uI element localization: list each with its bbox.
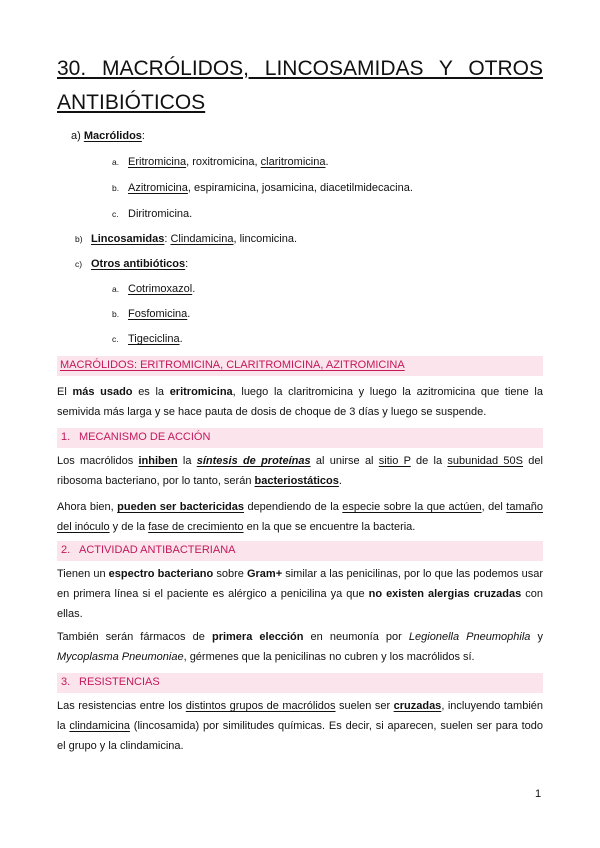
outline-marker: a) bbox=[71, 130, 81, 142]
section-heading-main bbox=[57, 356, 543, 376]
drug-name: Eritromicina bbox=[128, 156, 187, 168]
punct: . bbox=[179, 333, 183, 345]
drug-list: , lincomicina. bbox=[233, 233, 298, 245]
drug-list: , espiramicina, josamicina, diacetilmidecacina. bbox=[187, 182, 413, 194]
punct: . bbox=[187, 308, 191, 320]
resistance-paragraph: Las resistencias entre los distintos grupos de macrólidos suelen ser cruzadas, incluyendo también la clindamicina (lincosamida) por similitudes químicas. Es decir, si aparecen, suelen ser para todo el grupo y la clindamicina. bbox=[57, 700, 544, 752]
outline-subitem bbox=[112, 306, 190, 322]
activity-paragraph-1: Tienen un espectro bacteriano sobre Gram+ similar a las penicilinas, por lo que las podemos usar en primera línea si el paciente es alérgico a penicilina ya que no existen alergias cruzadas con ellas. bbox=[57, 568, 544, 620]
drug-name: Azitromicina bbox=[128, 182, 188, 194]
drug-name: Clindamicina bbox=[170, 233, 234, 245]
outline-label: Otros antibióticos bbox=[91, 258, 186, 270]
drug-list: , roxitromicina, bbox=[186, 156, 261, 168]
section-heading-3 bbox=[57, 673, 543, 693]
section-label: MECANISMO DE ACCIÓN bbox=[79, 431, 211, 443]
drug-name: Tigeciclina bbox=[128, 333, 180, 345]
outline-item-a bbox=[71, 128, 145, 144]
outline-item-c bbox=[75, 256, 188, 272]
outline-marker: c) bbox=[75, 259, 83, 269]
section-heading-2 bbox=[57, 541, 543, 561]
subitem-marker: b. bbox=[112, 309, 120, 319]
page-title-line1: 30. MACRÓLIDOS, LINCOSAMIDAS Y OTROS bbox=[57, 57, 543, 80]
page-title-line2: ANTIBIÓTICOS bbox=[57, 91, 206, 114]
outline-label: Macrólidos bbox=[83, 130, 142, 142]
section-label: ACTIVIDAD ANTIBACTERIANA bbox=[79, 544, 236, 556]
outline-item-b bbox=[75, 231, 297, 247]
section-number: 2. bbox=[61, 544, 71, 556]
intro-paragraph: El más usado es la eritromicina, luego la claritromicina y luego la azitromicina que tiene la semivida más larga y se hace pauta de dosis de choque de 3 días y luego se suspende. bbox=[57, 386, 543, 418]
outline-subitem bbox=[112, 281, 195, 297]
outline-subitem bbox=[112, 180, 413, 196]
section-heading-1 bbox=[57, 428, 543, 448]
page-number: 1 bbox=[535, 788, 542, 800]
drug-name: Cotrimoxazol bbox=[128, 283, 193, 295]
mechanism-paragraph-2: Ahora bien, pueden ser bactericidas dependiendo de la especie sobre la que actúen, del tamaño del inóculo y de la fase de crecimiento en la que se encuentre la bacteria. bbox=[57, 501, 543, 533]
section-label: RESISTENCIAS bbox=[79, 676, 160, 688]
outline-suffix: : bbox=[164, 233, 171, 245]
punct: . bbox=[192, 283, 196, 295]
section-number: 3. bbox=[61, 676, 71, 688]
outline-marker: b) bbox=[75, 234, 83, 244]
outline-suffix: : bbox=[141, 130, 145, 142]
activity-paragraph-2: También serán fármacos de primera elección en neumonía por Legionella Pneumophila y Mycoplasma Pneumoniae, gérmenes que la penicilinas no cubren y los macrólidos sí. bbox=[57, 631, 543, 663]
subitem-marker: c. bbox=[112, 209, 119, 219]
drug-list: Diritromicina. bbox=[128, 208, 193, 220]
outline-suffix: : bbox=[185, 258, 189, 270]
subitem-marker: c. bbox=[112, 334, 119, 344]
outline-label: Lincosamidas bbox=[91, 233, 165, 245]
outline-subitem bbox=[112, 206, 192, 222]
subitem-marker: a. bbox=[112, 157, 120, 167]
outline-subitem bbox=[112, 331, 183, 347]
section-number: 1. bbox=[61, 431, 71, 443]
mechanism-paragraph-1: Los macrólidos inhiben la síntesis de proteínas al unirse al sitio P de la subunidad 50S del ribosoma bacteriano, por lo tanto, serán bacteriostáticos. bbox=[57, 455, 543, 487]
section-heading-text: MACRÓLIDOS: ERITROMICINA, CLARITROMICINA, AZITROMICINA bbox=[60, 359, 405, 371]
outline-subitem bbox=[112, 154, 329, 170]
subitem-marker: b. bbox=[112, 183, 120, 193]
drug-name: claritromicina bbox=[260, 156, 326, 168]
punct: . bbox=[325, 156, 329, 168]
subitem-marker: a. bbox=[112, 284, 120, 294]
drug-name: Fosfomicina bbox=[128, 308, 188, 320]
